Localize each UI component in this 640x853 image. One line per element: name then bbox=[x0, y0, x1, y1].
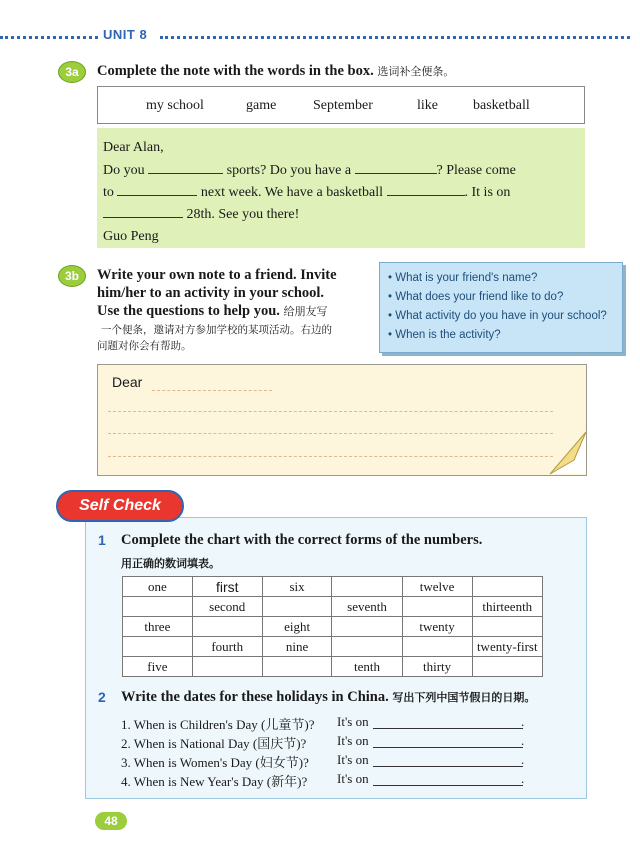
table-row bbox=[123, 617, 543, 637]
section-3b-line-3 bbox=[97, 302, 328, 322]
table-cell[interactable] bbox=[332, 637, 402, 657]
fill-blank[interactable] bbox=[387, 181, 465, 196]
word-box-item: like bbox=[417, 98, 438, 113]
question-item: • What is your friend's name? bbox=[388, 272, 538, 284]
fill-blank[interactable] bbox=[103, 203, 183, 218]
table-cell: tenth bbox=[332, 657, 402, 677]
section-3a-badge: 3a bbox=[58, 61, 86, 83]
table-cell[interactable] bbox=[192, 617, 262, 637]
table-cell: fourth bbox=[192, 637, 262, 657]
note-text: Do you bbox=[103, 163, 145, 178]
writing-line bbox=[108, 411, 553, 412]
fill-blank[interactable] bbox=[148, 159, 223, 174]
question-item: • When is the activity? bbox=[388, 329, 501, 341]
holiday-question: 1. When is Children's Day (儿童节)? bbox=[121, 717, 315, 732]
table-cell: five bbox=[123, 657, 193, 677]
table-cell[interactable] bbox=[402, 597, 472, 617]
section-3b-line-3-en: Use the questions to help you. bbox=[97, 303, 280, 319]
table-row bbox=[123, 577, 543, 597]
writing-paper[interactable] bbox=[97, 364, 587, 476]
unit-label: UNIT 8 bbox=[103, 27, 148, 42]
holiday-period: . bbox=[521, 714, 525, 729]
note-line-4 bbox=[103, 203, 299, 226]
holiday-its-on: It's on bbox=[337, 771, 369, 786]
table-cell: first bbox=[192, 577, 262, 597]
holiday-answer-blank[interactable] bbox=[373, 766, 523, 767]
table-row bbox=[123, 657, 543, 677]
note-text: sports? Do you have a bbox=[226, 163, 352, 178]
word-box-item: September bbox=[313, 98, 373, 113]
holiday-its-on: It's on bbox=[337, 714, 369, 729]
numbers-chart bbox=[122, 576, 543, 677]
table-row bbox=[123, 597, 543, 617]
table-cell: twenty-first bbox=[472, 637, 542, 657]
section-3b-cn-line-4: 一个便条，邀请对方参加学校的某项活动。右边的 bbox=[101, 325, 332, 336]
holiday-period: . bbox=[521, 752, 525, 767]
section-3b-line-1: Write your own note to a friend. Invite bbox=[97, 267, 337, 283]
table-cell: twelve bbox=[402, 577, 472, 597]
table-cell[interactable] bbox=[472, 657, 542, 677]
table-cell[interactable] bbox=[192, 657, 262, 677]
holiday-question: 3. When is Women's Day (妇女节)? bbox=[121, 755, 309, 770]
self-check-1-cn: 用正确的数词填表。 bbox=[121, 558, 220, 570]
section-3a-title-cn: 选词补全便条。 bbox=[377, 66, 455, 78]
holiday-its-on: It's on bbox=[337, 752, 369, 767]
table-cell: twenty bbox=[402, 617, 472, 637]
writing-line bbox=[108, 456, 553, 457]
note-text: next week. We have a basketball bbox=[200, 185, 383, 200]
self-check-2-number: 2 bbox=[98, 689, 106, 705]
holiday-question: 2. When is National Day (国庆节)? bbox=[121, 736, 307, 751]
holiday-answer-blank[interactable] bbox=[373, 785, 523, 786]
note-text: to bbox=[103, 185, 114, 200]
note-text: 28th. See you there! bbox=[186, 207, 300, 222]
word-box-item: game bbox=[246, 98, 277, 113]
question-item: • What does your friend like to do? bbox=[388, 291, 564, 303]
header-dots-left bbox=[0, 36, 98, 39]
table-cell[interactable] bbox=[332, 577, 402, 597]
table-cell[interactable] bbox=[402, 637, 472, 657]
holiday-period: . bbox=[521, 733, 525, 748]
table-cell[interactable] bbox=[123, 597, 193, 617]
fill-blank[interactable] bbox=[117, 181, 197, 196]
note-greeting: Dear Alan, bbox=[103, 140, 164, 155]
paper-curl-icon bbox=[548, 430, 588, 476]
word-box-item: basketball bbox=[473, 98, 530, 113]
table-cell: one bbox=[123, 577, 193, 597]
table-cell[interactable] bbox=[472, 617, 542, 637]
writing-line bbox=[108, 433, 553, 434]
table-cell: thirty bbox=[402, 657, 472, 677]
table-cell[interactable] bbox=[262, 597, 332, 617]
table-cell[interactable] bbox=[472, 577, 542, 597]
table-cell: seventh bbox=[332, 597, 402, 617]
table-row bbox=[123, 637, 543, 657]
holiday-answer-blank[interactable] bbox=[373, 728, 523, 729]
table-cell[interactable] bbox=[123, 637, 193, 657]
self-check-badge: Self Check bbox=[56, 490, 184, 522]
section-3b-badge: 3b bbox=[58, 265, 86, 287]
self-check-1-title: Complete the chart with the correct forms of the numbers. bbox=[121, 532, 483, 548]
table-cell: nine bbox=[262, 637, 332, 657]
page-number: 48 bbox=[95, 812, 127, 830]
table-cell[interactable] bbox=[332, 617, 402, 637]
table-cell: six bbox=[262, 577, 332, 597]
word-box-item: my school bbox=[146, 98, 204, 113]
questions-box bbox=[379, 262, 623, 353]
table-cell: eight bbox=[262, 617, 332, 637]
note-text: ? Please come bbox=[436, 163, 516, 178]
holiday-its-on: It's on bbox=[337, 733, 369, 748]
table-cell: thirteenth bbox=[472, 597, 542, 617]
self-check-2-title bbox=[121, 688, 535, 708]
holiday-period: . bbox=[521, 771, 525, 786]
note-line-2 bbox=[103, 159, 516, 182]
section-3b-cn-line-5: 问题对你会有帮助。 bbox=[97, 341, 192, 352]
writing-line bbox=[152, 390, 272, 391]
table-cell: second bbox=[192, 597, 262, 617]
writing-dear: Dear bbox=[112, 374, 143, 390]
table-cell[interactable] bbox=[262, 657, 332, 677]
note-line-3 bbox=[103, 181, 510, 204]
section-3b-line-3-cn: 给朋友写 bbox=[283, 306, 328, 318]
self-check-2-title-en: Write the dates for these holidays in China. bbox=[121, 689, 389, 705]
note-signature: Guo Peng bbox=[103, 229, 159, 244]
holiday-question: 4. When is New Year's Day (新年)? bbox=[121, 774, 308, 789]
fill-blank[interactable] bbox=[355, 159, 437, 174]
question-item: • What activity do you have in your school? bbox=[388, 310, 607, 322]
section-3a-title-en: Complete the note with the words in the box. bbox=[97, 63, 374, 79]
table-cell: three bbox=[123, 617, 193, 637]
note-text: . It is on bbox=[464, 185, 511, 200]
self-check-2-title-cn: 写出下列中国节假日的日期。 bbox=[392, 692, 536, 704]
self-check-1-number: 1 bbox=[98, 532, 106, 548]
section-3a-title bbox=[97, 62, 454, 82]
holiday-answer-blank[interactable] bbox=[373, 747, 523, 748]
header-dots-right bbox=[160, 36, 630, 39]
section-3b-line-2: him/her to an activity in your school. bbox=[97, 285, 325, 301]
